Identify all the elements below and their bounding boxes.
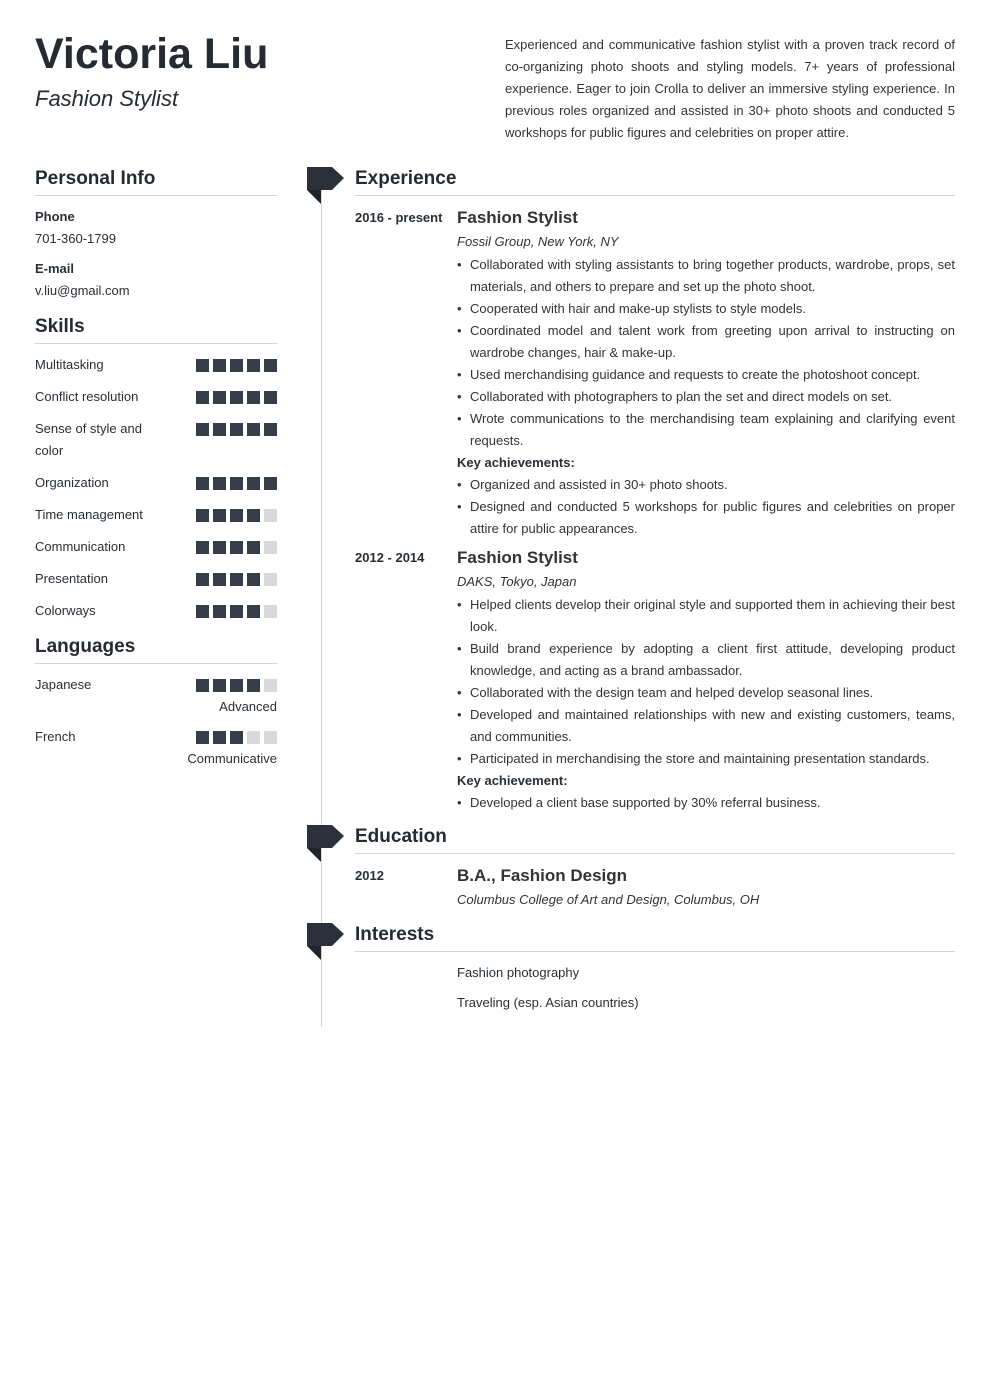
language-level: Advanced — [219, 699, 277, 714]
rating-dot-empty — [264, 541, 277, 554]
left-column — [35, 168, 277, 778]
job-title: Fashion Stylist — [35, 86, 179, 111]
experience-org: Fossil Group, New York, NY — [457, 234, 619, 249]
skill-row — [35, 354, 277, 376]
language-item — [35, 726, 277, 770]
rating-dot-filled — [196, 679, 209, 692]
skills-list — [35, 354, 277, 622]
language-item — [35, 674, 277, 718]
experience-org: DAKS, Tokyo, Japan — [457, 574, 577, 589]
rating-dot-filled — [264, 423, 277, 436]
rating-dot-filled — [230, 605, 243, 618]
rating-dots — [196, 541, 277, 554]
rating-dot-filled — [213, 509, 226, 522]
key-achievements-label: Key achievements: — [457, 455, 575, 470]
skill-name: Multitasking — [35, 357, 104, 372]
candidate-name: Victoria Liu — [35, 30, 269, 78]
rating-dot-filled — [230, 423, 243, 436]
email-label: E-mail — [35, 261, 75, 276]
language-row — [35, 726, 277, 748]
language-name: Japanese — [35, 677, 92, 692]
rating-dot-filled — [196, 423, 209, 436]
rating-dot-empty — [264, 573, 277, 586]
experience-entry — [355, 206, 955, 540]
skill-row — [35, 504, 277, 526]
education-list — [355, 864, 955, 912]
language-name: French — [35, 729, 76, 744]
skill-row — [35, 536, 277, 558]
rating-dot-filled — [264, 391, 277, 404]
email-value: v.liu@gmail.com — [35, 283, 130, 298]
experience-role: Fashion Stylist — [457, 548, 578, 567]
skill-row — [35, 600, 277, 622]
rating-dot-filled — [264, 359, 277, 372]
rating-dot-empty — [247, 731, 260, 744]
languages-heading: Languages — [35, 636, 277, 664]
interests-section — [355, 924, 955, 1014]
phone-label: Phone — [35, 209, 75, 224]
rating-dot-empty — [264, 679, 277, 692]
experience-heading: Experience — [355, 168, 955, 196]
rating-dots — [196, 731, 277, 744]
bullet-item: • Collaborated with photographers to plan the set and direct models on set. — [457, 386, 955, 408]
bullet-item: • Collaborated with the design team and helped develop seasonal lines. — [457, 682, 955, 704]
rating-dots — [196, 605, 277, 618]
bullet-item: • Cooperated with hair and make-up stylists to style models. — [457, 298, 955, 320]
achievements-list — [457, 474, 955, 540]
section-flag-icon — [307, 923, 344, 960]
bullet-item: • Wrote communications to the merchandising team explaining and clarifying event requests. — [457, 408, 955, 452]
personal-info-heading: Personal Info — [35, 168, 277, 196]
rating-dot-filled — [247, 573, 260, 586]
rating-dot-filled — [213, 391, 226, 404]
experience-section — [355, 168, 955, 814]
rating-dot-empty — [264, 509, 277, 522]
bullet-item: • Collaborated with styling assistants to bring together products, wardrobe, props, set materials, and others to prepare and set up the photo shoot. — [457, 254, 955, 298]
rating-dot-filled — [247, 477, 260, 490]
rating-dot-filled — [247, 509, 260, 522]
skill-name: Organization — [35, 475, 109, 490]
interests-heading: Interests — [355, 924, 955, 952]
timeline-line — [321, 190, 322, 1027]
education-body — [457, 864, 955, 912]
experience-list — [355, 206, 955, 814]
experience-date: 2016 - present — [355, 210, 443, 225]
education-section — [355, 826, 955, 912]
languages-list — [35, 674, 277, 770]
interests-list — [355, 962, 955, 1014]
experience-body — [457, 206, 955, 540]
interest-item: Fashion photography — [457, 965, 580, 980]
rating-dot-filled — [196, 509, 209, 522]
key-achievements-label: Key achievement: — [457, 773, 568, 788]
achievement-item: • Designed and conducted 5 workshops for public figures and celebrities on proper attire for public appearances. — [457, 496, 955, 540]
skill-row — [35, 472, 277, 494]
skill-name: Presentation — [35, 571, 108, 586]
rating-dots — [196, 423, 277, 436]
skill-name: Colorways — [35, 603, 96, 618]
skill-name: Conflict resolution — [35, 389, 139, 404]
rating-dot-filled — [196, 391, 209, 404]
rating-dot-filled — [247, 679, 260, 692]
rating-dot-filled — [230, 477, 243, 490]
summary: Experienced and communicative fashion stylist with a proven track record of co-organizing photo shoots and styling models. 7+ years of professional experience. Eager to join Crolla to deliver an immersive styling experience. In previous roles organized and assisted in 30+ photo shoots and conducted 5 workshops for public figures and celebrities on proper attire. — [505, 37, 955, 140]
education-entry — [355, 864, 955, 912]
education-school: Columbus College of Art and Design, Columbus, OH — [457, 892, 760, 907]
rating-dot-filled — [230, 731, 243, 744]
skills-heading: Skills — [35, 316, 277, 344]
education-heading: Education — [355, 826, 955, 854]
bullet-item: • Coordinated model and talent work from greeting upon arrival to instructing on wardrobe changes, hair & make-up. — [457, 320, 955, 364]
experience-role: Fashion Stylist — [457, 208, 578, 227]
rating-dots — [196, 509, 277, 522]
bullet-item: • Helped clients develop their original style and supported them in achieving their best look. — [457, 594, 955, 638]
rating-dot-filled — [196, 477, 209, 490]
section-flag-icon — [307, 825, 344, 862]
rating-dot-empty — [264, 605, 277, 618]
experience-date: 2012 - 2014 — [355, 550, 425, 565]
rating-dot-filled — [196, 573, 209, 586]
skill-name: Communication — [35, 539, 126, 554]
skill-row — [35, 418, 277, 462]
skill-name: Sense of style and color — [35, 421, 142, 458]
skill-row — [35, 568, 277, 590]
rating-dot-filled — [196, 605, 209, 618]
section-flag-icon — [307, 167, 344, 204]
skill-row — [35, 386, 277, 408]
rating-dot-filled — [230, 541, 243, 554]
bullet-item: • Participated in merchandising the store and maintaining presentation standards. — [457, 748, 955, 770]
rating-dot-filled — [196, 359, 209, 372]
language-row — [35, 674, 277, 696]
rating-dot-filled — [247, 541, 260, 554]
rating-dot-filled — [247, 391, 260, 404]
experience-body — [457, 546, 955, 814]
rating-dot-filled — [196, 541, 209, 554]
rating-dot-filled — [264, 477, 277, 490]
rating-dots — [196, 573, 277, 586]
rating-dot-filled — [230, 573, 243, 586]
rating-dot-empty — [264, 731, 277, 744]
experience-entry — [355, 546, 955, 814]
achievements-list — [457, 792, 955, 814]
rating-dots — [196, 391, 277, 404]
responsibilities-list — [457, 594, 955, 770]
rating-dot-filled — [213, 573, 226, 586]
rating-dot-filled — [196, 731, 209, 744]
language-level: Communicative — [187, 751, 277, 766]
rating-dot-filled — [213, 731, 226, 744]
rating-dot-filled — [213, 541, 226, 554]
rating-dot-filled — [230, 359, 243, 372]
rating-dot-filled — [247, 605, 260, 618]
rating-dot-filled — [213, 605, 226, 618]
interest-item: Traveling (esp. Asian countries) — [457, 995, 639, 1010]
rating-dot-filled — [230, 679, 243, 692]
skill-name: Time management — [35, 507, 143, 522]
rating-dot-filled — [230, 509, 243, 522]
rating-dot-filled — [213, 477, 226, 490]
bullet-item: • Used merchandising guidance and requests to create the photoshoot concept. — [457, 364, 955, 386]
rating-dot-filled — [247, 423, 260, 436]
rating-dot-filled — [247, 359, 260, 372]
bullet-item: • Developed and maintained relationships with new and existing customers, teams, and communities. — [457, 704, 955, 748]
responsibilities-list — [457, 254, 955, 452]
right-column — [355, 168, 955, 1026]
education-date: 2012 — [355, 868, 384, 883]
achievement-item: • Organized and assisted in 30+ photo shoots. — [457, 474, 955, 496]
rating-dot-filled — [213, 679, 226, 692]
rating-dot-filled — [230, 391, 243, 404]
education-degree: B.A., Fashion Design — [457, 866, 628, 885]
bullet-item: • Build brand experience by adopting a client first attitude, developing product knowledge, and acting as a brand ambassador. — [457, 638, 955, 682]
rating-dots — [196, 359, 277, 372]
achievement-item: • Developed a client base supported by 30% referral business. — [457, 792, 955, 814]
rating-dots — [196, 477, 277, 490]
rating-dot-filled — [213, 359, 226, 372]
rating-dot-filled — [213, 423, 226, 436]
rating-dots — [196, 679, 277, 692]
phone-value: 701-360-1799 — [35, 231, 116, 246]
